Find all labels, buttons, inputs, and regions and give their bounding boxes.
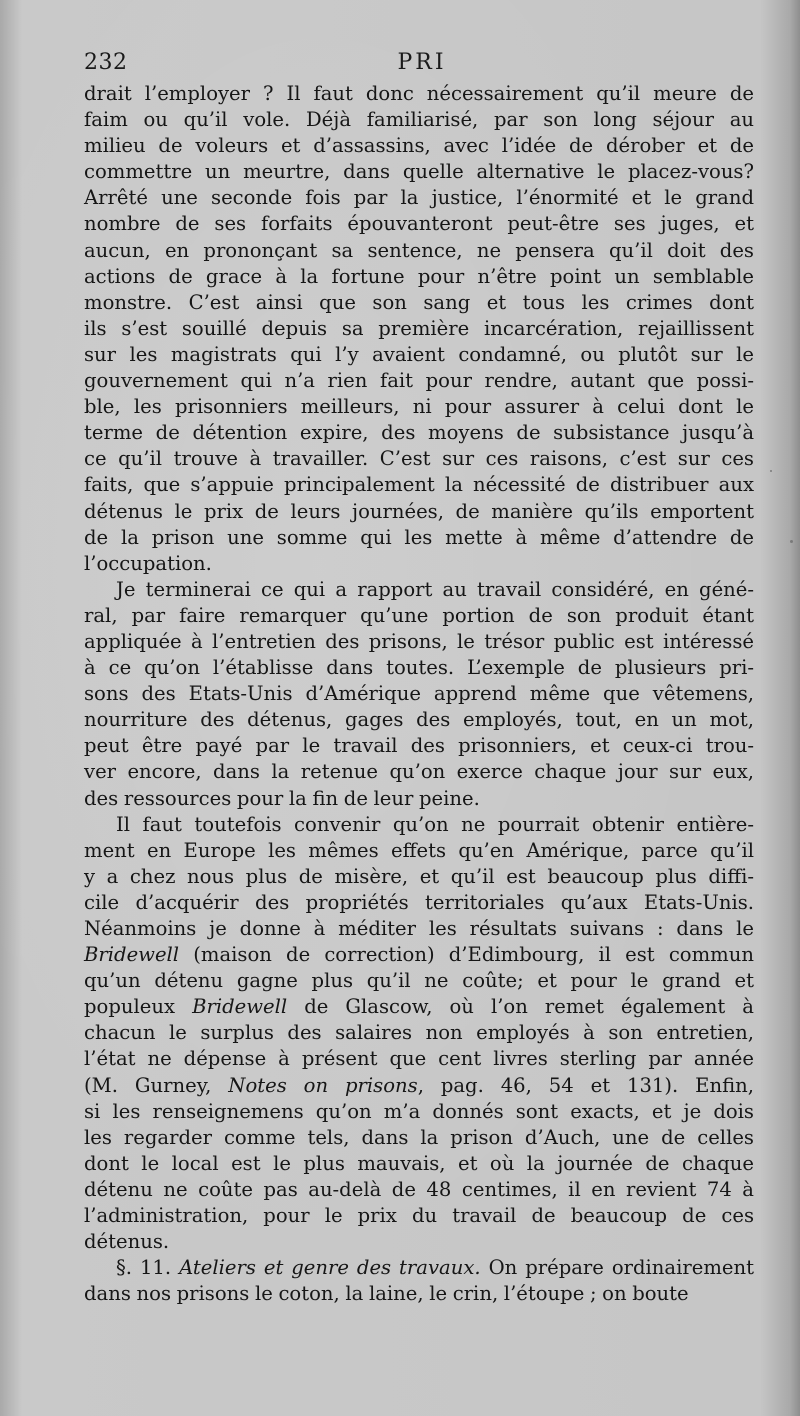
- text-run: ral, par faire remarquer qu’une portion de son produit étant: [84, 603, 754, 627]
- text-line: [84, 759, 754, 785]
- text-run: , pag. 46, 54 et 131). Enfin,: [417, 1073, 754, 1097]
- text-line: [84, 1099, 754, 1125]
- text-run: l’occupation.: [84, 551, 212, 575]
- text-run: chacun le surplus des salaires non employés à son entretien,: [84, 1021, 754, 1045]
- text-line: [84, 1177, 754, 1203]
- text-run: l’état ne dépense à présent que cent livres sterling par année: [84, 1047, 754, 1071]
- text-run: ment en Europe les mêmes effets qu’en Amérique, parce qu’il: [84, 838, 754, 862]
- text-run: Néanmoins je donne à méditer les résultats suivans : dans le: [84, 917, 754, 940]
- text-line: [84, 1203, 754, 1229]
- text-line: [84, 211, 754, 237]
- text-line: [84, 1046, 754, 1072]
- text-run: actions de grace à la fortune pour n’être point un semblable: [84, 264, 754, 288]
- text-run: appliquée à l’entretien des prisons, le trésor public est intéressé: [84, 629, 754, 653]
- text-line: [84, 994, 754, 1020]
- text-line: [84, 264, 754, 290]
- text-line: [84, 1151, 754, 1177]
- text-run: faits, que s’appuie principalement la nécessité de distribuer aux: [84, 473, 754, 497]
- text-line: [84, 838, 754, 864]
- text-run: sons des Etats-Unis d’Amérique apprend même que vêtemens,: [84, 682, 754, 706]
- text-line: [84, 1073, 754, 1099]
- text-run: terme de détention expire, des moyens de subsistance jusqu’à: [84, 421, 754, 445]
- text-line: [84, 1255, 754, 1281]
- text-run: Je terminerai ce qui a rapport au travail considéré, en géné-: [116, 577, 754, 601]
- text-run: populeux: [84, 995, 193, 1019]
- page-number: 232: [84, 50, 128, 75]
- paragraph: [84, 81, 754, 577]
- paper-speck: [790, 540, 793, 543]
- text-line: [84, 1229, 754, 1255]
- text-line: [84, 733, 754, 759]
- text-run: Arrêté une seconde fois par la justice, l’énormité et le grand: [84, 186, 754, 210]
- text-run: milieu de voleurs et d’assassins, avec l’idée de dérober et de: [84, 134, 754, 158]
- text-line: [84, 368, 754, 394]
- text-line: [84, 1020, 754, 1046]
- text-run: de Glascow, où l’on remet également à: [287, 995, 754, 1019]
- text-run: les regarder comme tels, dans la prison d’Auch, une de celles: [84, 1125, 754, 1149]
- text-line: [84, 159, 754, 185]
- text-line: [84, 185, 754, 211]
- text-line: [84, 942, 754, 968]
- text-run: aucun, en prononçant sa sentence, ne pensera qu’il doit des: [84, 238, 754, 262]
- text-run: sur les magistrats qui l’y avaient condamné, ou plutôt sur le: [84, 342, 754, 366]
- text-run: nombre de ses forfaits épouvanteront peut-être ses juges, et: [84, 212, 754, 236]
- text-line: [84, 394, 754, 420]
- text-line: [84, 629, 754, 655]
- text-line: [84, 786, 754, 812]
- paragraph: [84, 812, 754, 1256]
- text-line: [84, 446, 754, 472]
- text-line: [84, 603, 754, 629]
- text-run: cile d’acquérir des propriétés territoriales qu’aux Etats-Unis.: [84, 890, 754, 914]
- text-run: détenus le prix de leurs journées, de manière qu’ils emportent: [84, 499, 754, 523]
- text-line: [84, 238, 754, 264]
- text-line: [84, 812, 754, 838]
- italic-text-run: Notes on prisons: [228, 1073, 418, 1097]
- text-run: On prépare ordinairement: [480, 1256, 754, 1280]
- text-run: commettre un meurtre, dans quelle alternative le placez-vous?: [84, 160, 754, 184]
- text-line: [84, 107, 754, 133]
- paragraph: [84, 577, 754, 812]
- text-line: [84, 81, 754, 107]
- text-line: [84, 472, 754, 498]
- paragraph: [84, 1255, 754, 1307]
- text-line: [84, 290, 754, 316]
- text-line: [84, 1125, 754, 1151]
- text-run: y a chez nous plus de misère, et qu’il est beaucoup plus diffi-: [84, 864, 754, 888]
- text-line: [84, 420, 754, 446]
- text-line: [84, 499, 754, 525]
- text-run: à ce qu’on l’établisse dans toutes. L’exemple de plusieurs pri-: [84, 656, 754, 680]
- text-run: ver encore, dans la retenue qu’on exerce chaque jour sur eux,: [84, 760, 754, 784]
- text-line: [84, 864, 754, 890]
- text-run: peut être payé par le travail des prisonniers, et ceux-ci trou-: [84, 734, 754, 758]
- italic-text-run: Ateliers et genre des travaux.: [179, 1256, 481, 1280]
- text-run: ble, les prisonniers meilleurs, ni pour assurer à celui dont le: [84, 395, 754, 419]
- italic-text-run: Bridewell: [192, 995, 288, 1019]
- text-run: qu’un détenu gagne plus qu’il ne coûte; et pour le grand et: [84, 969, 754, 993]
- text-line: [84, 968, 754, 994]
- text-run: de la prison une somme qui les mette à même d’attendre de: [84, 525, 754, 549]
- text-line: [84, 342, 754, 368]
- text-run: ils s’est souillé depuis sa première incarcération, rejaillissent: [84, 316, 754, 340]
- text-line: [84, 890, 754, 916]
- text-line: [84, 551, 754, 577]
- text-run: si les renseignemens qu’on m’a donnés sont exacts, et je dois: [84, 1099, 754, 1123]
- text-line: [84, 707, 754, 733]
- text-run: drait l’employer ? Il faut donc nécessairement qu’il meure de: [84, 82, 754, 105]
- text-line: [84, 133, 754, 159]
- text-run: des ressources pour la fin de leur peine.: [84, 786, 480, 810]
- text-run: dans nos prisons le coton, la laine, le crin, l’étoupe ; on boute: [84, 1282, 689, 1306]
- text-run: ce qu’il trouve à travailler. C’est sur ces raisons, c’est sur ces: [84, 447, 754, 471]
- text-line: [84, 655, 754, 681]
- text-line: [84, 525, 754, 551]
- text-run: §. 11.: [116, 1256, 180, 1280]
- text-line: [84, 681, 754, 707]
- text-run: détenu ne coûte pas au-delà de 48 centimes, il en revient 74 à: [84, 1177, 754, 1201]
- text-line: [84, 577, 754, 603]
- text-run: nourriture des détenus, gages des employés, tout, en un mot,: [84, 708, 754, 732]
- running-head: PRI: [397, 50, 447, 75]
- text-run: (maison de correction) d’Edimbourg, il est commun: [179, 943, 754, 967]
- text-line: [84, 1281, 754, 1307]
- page-header: [84, 50, 760, 80]
- text-run: gouvernement qui n’a rien fait pour rendre, autant que possi-: [84, 369, 754, 393]
- text-line: [84, 916, 754, 942]
- text-run: dont le local est le plus mauvais, et où la journée de chaque: [84, 1151, 754, 1175]
- text-run: monstre. C’est ainsi que son sang et tous les crimes dont: [84, 290, 754, 314]
- text-run: l’administration, pour le prix du travail de beaucoup de ces: [84, 1204, 754, 1228]
- body-text: [84, 81, 754, 1307]
- text-run: (M. Gurney,: [84, 1073, 229, 1097]
- paper-speck: [770, 470, 772, 472]
- text-run: Il faut toutefois convenir qu’on ne pourrait obtenir entière-: [116, 812, 754, 836]
- italic-text-run: Bridewell: [84, 943, 180, 967]
- text-run: détenus.: [84, 1230, 170, 1254]
- text-run: faim ou qu’il vole. Déjà familiarisé, par son long séjour au: [84, 108, 754, 132]
- text-line: [84, 316, 754, 342]
